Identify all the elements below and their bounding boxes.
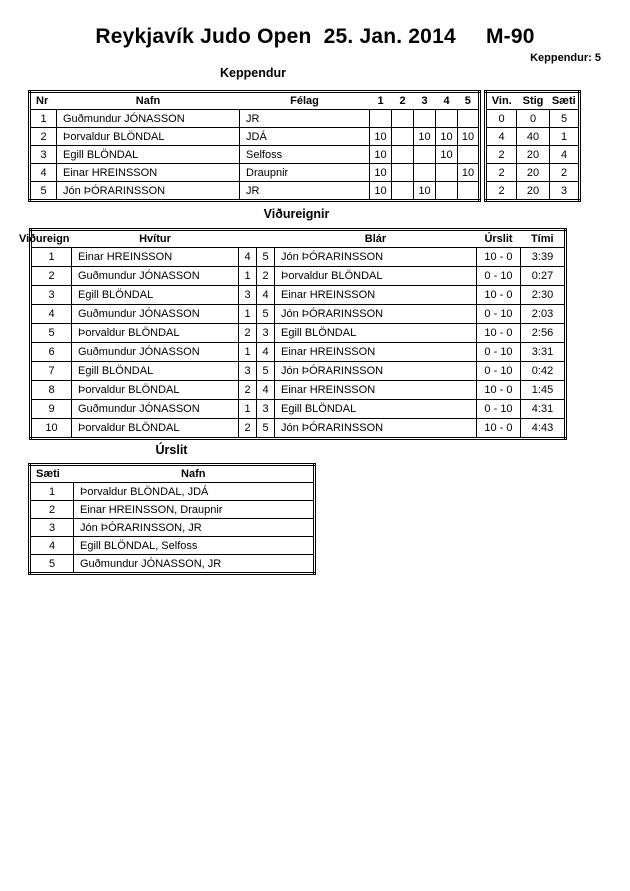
table-row — [31, 419, 566, 439]
table-cell — [370, 110, 392, 128]
table-row — [30, 110, 480, 128]
table-cell: JDÁ — [240, 128, 370, 146]
table-row — [30, 164, 480, 182]
column-header: 5 — [458, 92, 480, 110]
table-cell: 2 — [486, 164, 517, 182]
table-cell: Einar HREINSSON — [275, 343, 477, 362]
table-cell: Egill BLÖNDAL — [72, 286, 239, 305]
table-cell: 3 — [30, 146, 57, 164]
table-cell: 10 - 0 — [477, 419, 521, 439]
table-cell: 6 — [31, 343, 72, 362]
keppendur-standings-table — [484, 90, 581, 202]
table-cell: 4 — [486, 128, 517, 146]
table-cell: Þorvaldur BLÖNDAL — [72, 419, 239, 439]
table-cell: 4 — [257, 381, 275, 400]
table-cell: 4 — [550, 146, 580, 164]
table-cell: 2 — [486, 182, 517, 201]
table-cell: Egill BLÖNDAL — [72, 362, 239, 381]
table-cell: Guðmundur JÓNASSON — [72, 400, 239, 419]
table-row — [486, 182, 580, 201]
page-title: Reykjavík Judo Open 25. Jan. 2014 M-90 — [95, 25, 535, 48]
column-header: Hvítur — [72, 230, 239, 248]
column-header: Sæti — [550, 92, 580, 110]
table-row — [31, 248, 566, 267]
table-cell: 4 — [257, 343, 275, 362]
table-cell: 2:56 — [521, 324, 566, 343]
column-header: Úrslit — [477, 230, 521, 248]
table-cell: Selfoss — [240, 146, 370, 164]
table-cell: 5 — [257, 305, 275, 324]
table-row — [30, 555, 315, 574]
table-cell: 8 — [31, 381, 72, 400]
column-header: Stig — [517, 92, 550, 110]
table-cell: 0 - 10 — [477, 362, 521, 381]
table-cell: Þorvaldur BLÖNDAL — [72, 324, 239, 343]
table-cell: Einar HREINSSON, Draupnir — [74, 501, 315, 519]
table-cell: 5 — [550, 110, 580, 128]
table-cell: 2:03 — [521, 305, 566, 324]
table-cell: 10 - 0 — [477, 286, 521, 305]
table-cell: Guðmundur JÓNASSON, JR — [74, 555, 315, 574]
table-cell: 20 — [517, 146, 550, 164]
table-cell: 3:31 — [521, 343, 566, 362]
vidureignir-section-title: Viðureignir — [263, 207, 330, 221]
table-row — [486, 146, 580, 164]
table-cell: 7 — [31, 362, 72, 381]
table-row — [31, 381, 566, 400]
table-cell: 0 - 10 — [477, 343, 521, 362]
table-cell: 3 — [239, 362, 257, 381]
table-cell: 4:43 — [521, 419, 566, 439]
table-cell: 3 — [30, 519, 74, 537]
table-row — [486, 110, 580, 128]
urslit-table — [28, 463, 316, 575]
keppendur-section-title: Keppendur — [220, 66, 286, 80]
table-cell: 2 — [486, 146, 517, 164]
table-cell — [392, 182, 414, 201]
table-cell: 3 — [550, 182, 580, 201]
column-header-label: Viðureign — [19, 233, 70, 245]
table-row — [30, 128, 480, 146]
urslit-section-title: Úrslit — [155, 443, 188, 457]
keppendur-table-group — [28, 90, 581, 202]
table-cell: 10 — [370, 164, 392, 182]
table-cell: 4 — [30, 164, 57, 182]
table-cell: 5 — [257, 248, 275, 267]
column-header: 2 — [392, 92, 414, 110]
table-cell: 2 — [31, 267, 72, 286]
table-cell: 4 — [239, 248, 257, 267]
table-cell: 10 — [436, 146, 458, 164]
table-cell: 3 — [239, 286, 257, 305]
table-cell: 40 — [517, 128, 550, 146]
table-row — [30, 537, 315, 555]
table-cell: Draupnir — [240, 164, 370, 182]
table-cell — [436, 110, 458, 128]
table-cell: JR — [240, 110, 370, 128]
table-cell: 0 - 10 — [477, 305, 521, 324]
table-cell: 1 — [30, 483, 74, 501]
table-cell: 1 — [31, 248, 72, 267]
table-cell: Guðmundur JÓNASSON — [72, 343, 239, 362]
table-cell: 1 — [239, 400, 257, 419]
table-cell: 2 — [257, 267, 275, 286]
column-header — [257, 230, 275, 248]
table-cell: Guðmundur JÓNASSON — [72, 305, 239, 324]
table-cell: 3 — [257, 324, 275, 343]
table-row — [30, 146, 480, 164]
table-cell: 5 — [257, 362, 275, 381]
table-cell: Guðmundur JÓNASSON — [72, 267, 239, 286]
table-cell: 10 — [370, 146, 392, 164]
table-cell — [458, 110, 480, 128]
table-cell: Jón ÞÓRARINSSON — [57, 182, 240, 201]
table-cell: 3:39 — [521, 248, 566, 267]
table-cell: 10 - 0 — [477, 324, 521, 343]
table-cell: Þorvaldur BLÖNDAL — [57, 128, 240, 146]
table-cell: Einar HREINSSON — [275, 381, 477, 400]
table-cell: 20 — [517, 164, 550, 182]
table-cell: 1 — [239, 267, 257, 286]
table-cell: 5 — [30, 555, 74, 574]
table-cell: 0 - 10 — [477, 400, 521, 419]
table-cell: 2 — [239, 381, 257, 400]
table-row — [31, 286, 566, 305]
column-header — [19, 230, 72, 248]
table-cell: Þorvaldur BLÖNDAL, JDÁ — [74, 483, 315, 501]
table-row — [30, 519, 315, 537]
table-row — [31, 400, 566, 419]
header-row — [30, 92, 480, 110]
table-row — [30, 483, 315, 501]
urslit-table-group — [28, 463, 316, 575]
table-cell: Guðmundur JÓNASSON — [57, 110, 240, 128]
table-cell — [392, 146, 414, 164]
table-cell: 3 — [257, 400, 275, 419]
table-row — [31, 324, 566, 343]
table-cell: 4 — [31, 305, 72, 324]
header-row — [30, 465, 315, 483]
table-cell: 5 — [30, 182, 57, 201]
table-cell — [414, 146, 436, 164]
table-cell: Jón ÞÓRARINSSON — [275, 362, 477, 381]
table-cell: 2 — [30, 128, 57, 146]
participants-count-label: Keppendur: 5 — [530, 52, 601, 64]
table-cell: Þorvaldur BLÖNDAL — [72, 381, 239, 400]
table-cell: 1 — [30, 110, 57, 128]
table-cell: 1 — [550, 128, 580, 146]
table-cell: Egill BLÖNDAL — [57, 146, 240, 164]
table-cell: 5 — [31, 324, 72, 343]
table-row — [486, 164, 580, 182]
table-cell — [458, 146, 480, 164]
table-cell: 1 — [239, 305, 257, 324]
table-cell: 2 — [550, 164, 580, 182]
table-cell: Egill BLÖNDAL, Selfoss — [74, 537, 315, 555]
column-header: Nr — [30, 92, 57, 110]
table-cell: Einar HREINSSON — [72, 248, 239, 267]
table-cell: 20 — [517, 182, 550, 201]
table-row — [30, 501, 315, 519]
table-cell: Jón ÞÓRARINSSON — [275, 305, 477, 324]
table-cell: 4:31 — [521, 400, 566, 419]
table-cell: 10 — [370, 128, 392, 146]
table-cell: Þorvaldur BLÖNDAL — [275, 267, 477, 286]
table-cell: JR — [240, 182, 370, 201]
table-cell: Jón ÞÓRARINSSON — [275, 419, 477, 439]
table-row — [31, 305, 566, 324]
table-cell: 2 — [30, 501, 74, 519]
table-cell: 2:30 — [521, 286, 566, 305]
table-cell: 10 — [31, 419, 72, 439]
column-header: Nafn — [74, 465, 315, 483]
table-cell — [436, 182, 458, 201]
column-header: Sæti — [30, 465, 74, 483]
table-cell: 2 — [239, 324, 257, 343]
table-row — [31, 362, 566, 381]
vidureignir-table — [19, 228, 567, 440]
table-cell: 10 — [436, 128, 458, 146]
table-cell: 0:42 — [521, 362, 566, 381]
header-row — [31, 230, 566, 248]
table-cell: 10 - 0 — [477, 381, 521, 400]
column-header: 4 — [436, 92, 458, 110]
table-cell: Einar HREINSSON — [57, 164, 240, 182]
table-cell: Egill BLÖNDAL — [275, 324, 477, 343]
column-header: 3 — [414, 92, 436, 110]
column-header: Nafn — [57, 92, 240, 110]
table-cell — [392, 128, 414, 146]
table-row — [31, 343, 566, 362]
column-header: Blár — [275, 230, 477, 248]
table-cell: 9 — [31, 400, 72, 419]
table-cell: 0 — [517, 110, 550, 128]
table-row — [486, 128, 580, 146]
table-cell: 10 - 0 — [477, 248, 521, 267]
table-cell: Einar HREINSSON — [275, 286, 477, 305]
table-cell: 10 — [458, 164, 480, 182]
column-header — [239, 230, 257, 248]
table-cell — [392, 110, 414, 128]
table-row — [30, 182, 480, 201]
keppendur-table — [28, 90, 481, 202]
table-cell: Egill BLÖNDAL — [275, 400, 477, 419]
table-cell: 1:45 — [521, 381, 566, 400]
table-cell: 10 — [458, 128, 480, 146]
table-cell: Jón ÞÓRARINSSON — [275, 248, 477, 267]
table-cell — [458, 182, 480, 201]
table-cell: 4 — [257, 286, 275, 305]
column-header: Vin. — [486, 92, 517, 110]
table-cell: 5 — [257, 419, 275, 439]
column-header: Tími — [521, 230, 566, 248]
table-cell: 10 — [370, 182, 392, 201]
table-row — [31, 267, 566, 286]
table-cell: Jón ÞÓRARINSSON, JR — [74, 519, 315, 537]
table-cell: 3 — [31, 286, 72, 305]
table-cell: 0 — [486, 110, 517, 128]
column-header: Félag — [240, 92, 370, 110]
table-cell — [392, 164, 414, 182]
table-cell: 1 — [239, 343, 257, 362]
table-cell — [414, 110, 436, 128]
header-row — [486, 92, 580, 110]
table-cell: 0:27 — [521, 267, 566, 286]
table-cell: 0 - 10 — [477, 267, 521, 286]
table-cell — [436, 164, 458, 182]
table-cell: 10 — [414, 182, 436, 201]
table-cell: 4 — [30, 537, 74, 555]
table-cell — [414, 164, 436, 182]
vidureignir-table-group — [19, 228, 567, 440]
table-cell: 2 — [239, 419, 257, 439]
table-cell: 10 — [414, 128, 436, 146]
column-header: 1 — [370, 92, 392, 110]
